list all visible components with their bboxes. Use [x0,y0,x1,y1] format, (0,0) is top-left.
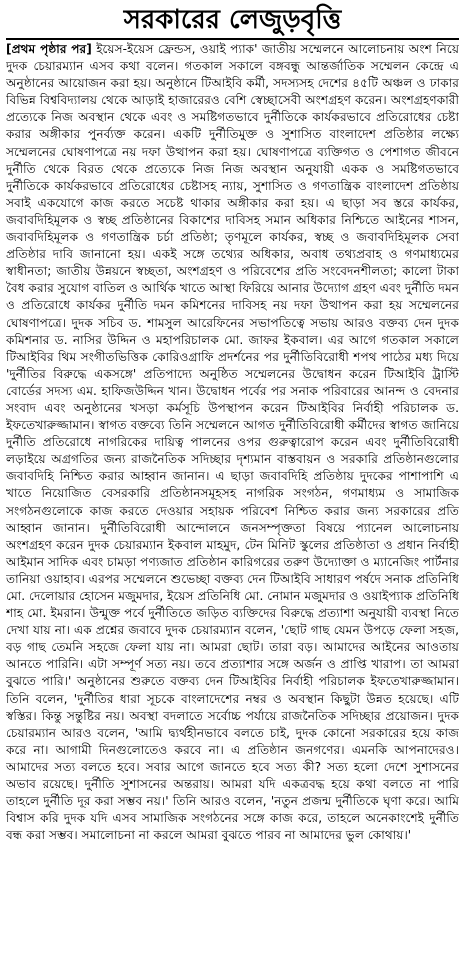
article-paragraph [6,41,459,844]
headline-divider [6,38,459,40]
headline-area [0,0,465,40]
headline: সরকারের লেজুড়বৃত্তি [123,5,342,35]
article-body [6,41,459,953]
continuation-label: [প্রথম পৃষ্ঠার পর] [6,42,92,56]
article-text: ইয়েস-ইয়েস ফ্রেন্ডস, ওয়াই প্যাক' জাতীয় সম্মেলনে আলোচনায় অংশ নিয়ে দুদক চেয়ারম্যান এসব কথা বলেন। গতকাল সকালে বঙ্গবন্ধু আন্তর্জাতিক সম্মেলন কেন্দ্রে এ অনুষ্ঠানের আয়োজন করা হয়। অনুষ্ঠানে টিআইবি কর্মী, সদস্যসহ দেশের ৪৫টি অঞ্চল ও ঢাকার বিভিন্ন বিশ্ববিদ্যালয় থেকে আড়াই হাজারেরও বেশি স্বেচ্ছাসেবী অংশগ্রহণ করেন। অংশগ্রহণকারী প্রত্যেকে নিজ অবস্থান থেকে এবং ও সমষ্টিগতভাবে দুর্নীতিকে কার্যকরভাবে প্রতিরোধের চেষ্টা করার অঙ্গীকার পুনর্ব্যক্ত করেন। একটি দুর্নীতিমুক্ত ও সুশাসিত বাংলাদেশ প্রতিষ্ঠার লক্ষ্যে সম্মেলনের ঘোষণাপত্রে নয় দফা উত্থাপন করা হয়। ঘোষণাপত্রে ব্যক্তিগত ও পেশাগত জীবনে দুর্নীতি থেকে বিরত থেকে প্রত্যেকে নিজ নিজ অবস্থান অনুযায়ী একক ও সমষ্টিগতভাবে দুর্নীতিকে কার্যকরভাবে প্রতিরোধের চেষ্টাসহ ন্যায়, সুশাসিত ও গণতান্ত্রিক বাংলাদেশ প্রতিষ্ঠায় সবাই একযোগে কাজ করতে সচেষ্ট থাকার অঙ্গীকার করা হয়। এ ছাড়া সব স্তরে কার্যকর, জবাবদিহিমূলক ও স্বচ্ছ প্রতিষ্ঠানের বিকাশের দাবিসহ সমান অধিকার নিশ্চিতে আইনের শাসন, জবাবদিহিমূলক ও গণতান্ত্রিক চর্চা প্রতিষ্ঠা; তৃণমূলে কার্যকর, স্বচ্ছ ও জবাবদিহিমূলক সেবা প্রতিষ্ঠার দাবি জানানো হয়। একই সঙ্গে তথ্যের অধিকার, অবাধ তথ্যপ্রবাহ ও গণমাধ্যমের স্বাধীনতা; জাতীয় উন্নয়নে স্বচ্ছতা, অংশগ্রহণ ও পরিবেশের প্রতি সংবেদনশীলতা; কালো টাকা বৈধ করার সুযোগ বাতিল ও আর্থিক খাতে আস্থা ফিরিয়ে আনার উদ্যোগ গ্রহণ এবং দুর্নীতি দমন ও প্রতিরোধে কার্যকর দুর্নীতি দমন কমিশনের দাবিসহ নয় দফা উত্থাপন করা হয় সম্মেলনের ঘোষণাপত্রে। দুদক সচিব ড. শামসুল আরেফিনের সভাপতিত্বে সভায় আরও বক্তব্য দেন দুদক কমিশনার ড. নাসির উদ্দিন ও মহাপরিচালক মো. জাফর ইকবাল। এর আগে গতকাল সকালে টিআইবির থিম সংগীতভিত্তিক কোরিওগ্রাফি প্রদর্শনের পর দুর্নীতিবিরোধী শপথ পাঠের মধ্য দিয়ে 'দুর্নীতির বিরুদ্ধে একসঙ্গে' প্রতিপাদ্যে অনুষ্ঠিত সম্মেলনের উদ্বোধন করেন টিআইবি ট্রাস্টি বোর্ডের সদস্য এম. হাফিজউদ্দিন খান। উদ্বোধন পর্বের পর সনাক পরিবারের আনন্দ ও বেদনার সংবাদ এবং অনুষ্ঠানের খসড়া কর্মসূচি উপস্থাপন করেন টিআইবির নির্বাহী পরিচালক ড. ইফতেখারুজ্জামান। স্বাগত বক্তব্যে তিনি সম্মেলনে আগত দুর্নীতিবিরোধী কর্মীদের স্বাগত জানিয়ে দুর্নীতি প্রতিরোধে নাগরিকের দায়িত্ব পালনের ওপর গুরুত্বারোপ করেন এবং দুর্নীতিবিরোধী লড়াইয়ে অগ্রগতির জন্য রাজনৈতিক সদিচ্ছার দৃশ্যমান বাস্তবায়ন ও সরকারি প্রতিষ্ঠানগুলোর জবাবদিহি নিশ্চিত করার আহ্বান জানান। এ ছাড়া জবাবদিহি প্রতিষ্ঠায় দুদকের পাশাপাশি এ খাতে নিয়োজিত বেসরকারি প্রতিষ্ঠানসমূহসহ নাগরিক সংগঠন, গণমাধ্যম ও সামাজিক সংগঠনগুলোকে কাজ করতে দেওয়ার সহায়ক পরিবেশ নিশ্চিত করার জন্য সরকারের প্রতি আহ্বান জানান। দুর্নীতিবিরোধী আন্দোলনে জনসম্পৃক্ততা বিষয়ে প্যানেল আলোচনায় অংশগ্রহণ করেন দুদক চেয়ারম্যান ইকবাল মাহমুদ, টেন মিনিট স্কুলের প্রতিষ্ঠাতা ও প্রধান নির্বাহী আইমান সাদিক এবং চামড়া পণ্যজাত প্রতিষ্ঠান কারিগরের তরুণ উদ্যোক্তা ও ম্যানেজিং পার্টনার তানিয়া ওয়াহাব। এরপর সম্মেলনে শুভেচ্ছা বক্তব্য দেন টিআইবি সাধারণ পর্ষদে সনাক প্রতিনিধি মো. দেলোয়ার হোসেন মজুমদার, ইয়েস প্রতিনিধি মো. নোমান মজুমদার ও ওয়াইপ্যাক প্রতিনিধি শাহ মো. ইমরান। উন্মুক্ত পর্বে দুর্নীতিতে জড়িত ব্যক্তিদের বিরুদ্ধে প্রত্যাশা অনুযায়ী ব্যবস্থা নিতে দেখা যায় না। এক প্রশ্নের জবাবে দুদক চেয়ারম্যান বলেন, 'ছোট গাছ যেমন উপড়ে ফেলা সহজ, বড় গাছ তেমনি সহজে ফেলা যায় না। আমরা ছোট। তারা বড়। আমাদের আইনের আওতায় আনতে পারিনি। এটা সম্পূর্ণ সত্য নয়। তবে প্রত্যাশার সঙ্গে অর্জন ও প্রাপ্তি খারাপ। তা আমরা বুঝতে পারি।' অনুষ্ঠানের শুরুতে বক্তব্য দেন টিআইবির নির্বাহী পরিচালক ইফতেখারুজ্জামান। তিনি বলেন, 'দুর্নীতির ধারা সূচকে বাংলাদেশের নম্বর ও অবস্থান কিছুটা উন্নত হয়েছে। এটি স্বস্তির। কিন্তু সন্তুষ্টির নয়। অবস্থা বদলাতে সর্বোচ্চ পর্যায়ে রাজনৈতিক সদিচ্ছার প্রয়োজন। দুদক চেয়ারম্যান আরও বলেন, 'আমি দ্ব্যর্থহীনভাবে বলতে চাই, দুদক কোনো সরকারের হয়ে কাজ করে না। আগামী দিনগুলোতেও করবে না। এ প্রতিষ্ঠান জনগণের। এমনকি আপনাদেরও। আমাদের সত্য বলতে হবে। সবার আগে জানতে হবে সত্য কী? সত্য হলো দেশে সুশাসনের অভাব রয়েছে। দুর্নীতি সুশাসনের অন্তরায়। আমরা যদি একত্রবদ্ধ হয়ে কথা বলতে না পারি তাহলে দুর্নীতি দূর করা সম্ভব নয়।' তিনি আরও বলেন, 'নতুন প্রজন্ম দুর্নীতিকে ঘৃণা করে। আমি বিশ্বাস করি দুদক যদি এসব সামাজিক সংগঠনের সঙ্গে কাজ করে, তাহলে অনেকাংশেই দুর্নীতি বন্ধ করা সম্ভব। সমালোচনা না করলে আমরা বুঝতে পারব না আমাদের ভুল কোথায়।' [6,42,459,843]
